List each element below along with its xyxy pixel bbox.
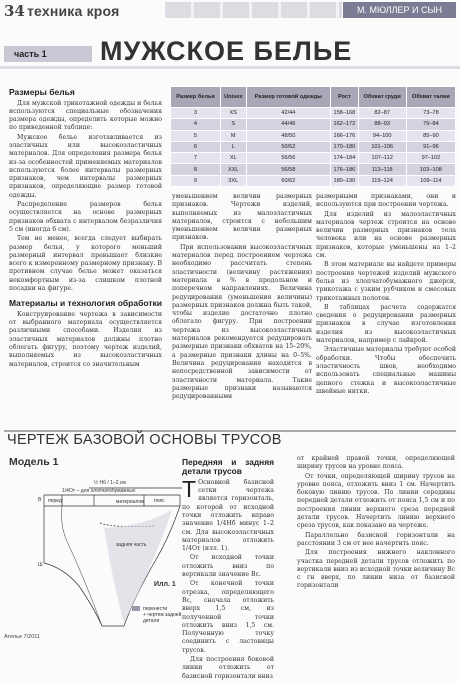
- table-cell: 91–96: [406, 141, 455, 152]
- table-cell: 88–93: [358, 119, 406, 130]
- paragraph: В таблицах расчета содержатся сведения о редуцировании размерных признаков в случае изготовления изделия из высокоэластичных материалов, например с лайкрой.: [316, 303, 456, 345]
- paragraph: Конструирование чертежа в зависимости от выбранного материала осуществляется различными способами. Изделия из эластичных материалов должны плотно облегать фигуру, поэтому чертеж изделий, выполняемых из высокоэластичных материалов, строится со значительным: [9, 310, 162, 368]
- table-cell: 119–124: [358, 175, 406, 186]
- header-decoration: [165, 2, 342, 18]
- paragraph: Для построения нижнего наклонного участка передней детали трусов отложить по вертикали вниз из исходной точки величину Вс с гн вверх, по линии низа от базисной горизонтали: [297, 549, 455, 590]
- size-table: [170, 86, 456, 187]
- paragraph: Мужское белье изготавливается из эластичных или высокоэластичных материалов. Для определения размера белья из-за особенностей применяемых материалов используются более интервалы размерных признаков, чем интервалы размерных признаков, определяющие размер готовой одежды.: [9, 133, 162, 199]
- legend-swatch: [132, 606, 140, 611]
- table-header: Unisex: [220, 87, 246, 108]
- legend-text: перенести: [143, 606, 168, 612]
- paragraph: Тем не менее, всегда следует выбирать размер белья, у которого меньший размерный интервал превышает близкие всего к измеренному размерному признаку. В противном случае белье может оказаться некомфортным из-за слишком плотной посадки на фигуре.: [9, 235, 162, 293]
- column-3: [316, 193, 456, 397]
- table-cell: 73–78: [406, 108, 455, 119]
- table-cell: 60/62: [246, 175, 331, 186]
- table-cell: 174–184: [331, 153, 358, 164]
- table-cell: 166–176: [331, 130, 358, 141]
- table-cell: 8: [171, 164, 221, 175]
- paragraph: От конечной точки отрезка, определяющего Вс, сначала отложить вверх 1,5 см, из полученной точки отложить вниз 1,5 см. Полученную точку соединить с ластовицы трусов.: [182, 580, 274, 654]
- paragraph: Параллельно базисной горизонтали на расстоянии 3 см от нее начертить пояс.: [297, 531, 455, 547]
- table-cell: 7: [171, 153, 221, 164]
- drawing-label-front: перед: [48, 498, 62, 504]
- part-label: часть 1: [4, 46, 92, 62]
- table-cell: 101–106: [358, 141, 406, 152]
- page-number: 34: [4, 2, 25, 20]
- paragraph: Распределение размеров белья осуществляется на основе размерных признаков обхвата с интервалом безразличия 5 см (иногда 6 см).: [9, 201, 162, 233]
- heading-materials: Материалы и технология обработки: [9, 298, 162, 309]
- page-footer: Ателье 7/2011: [4, 634, 40, 640]
- drawing-note: 1/4Oт – для хлопчатобумажных: [62, 488, 136, 494]
- drawing-formula: ½ Нб / 1–2 см: [94, 480, 126, 486]
- table-cell: 56/56: [246, 153, 331, 164]
- table-cell: 158–168: [331, 108, 358, 119]
- paragraph: Эластичные материалы требуют особой обработки. Чтобы обеспечить эластичность швов, необходимо использовать специальные машины цепного стежка и высокоэластичные швейные нитки.: [316, 346, 456, 395]
- legend-text: детали: [143, 618, 160, 624]
- table-row: [171, 119, 456, 130]
- drawing-label-back: задняя часть: [116, 542, 147, 548]
- publisher-badge: М. МЮЛЛЕР И СЫН: [343, 2, 456, 18]
- heading-sizes: Размеры белья: [9, 87, 75, 97]
- drawing-note: материалов: [116, 499, 144, 505]
- table-cell: 180–190: [331, 175, 358, 186]
- table-cell: 170–180: [331, 141, 358, 152]
- table-cell: 94–100: [358, 130, 406, 141]
- column-4: [182, 458, 274, 682]
- table-cell: S: [220, 119, 246, 130]
- table-header: Размер белья: [171, 87, 221, 108]
- table-cell: 3XL: [220, 175, 246, 186]
- paragraph: Для мужской трикотажной одежды и белья используются специальные обозначения размера одежды, определить которые можно по приведенной таблице:: [9, 99, 162, 132]
- table-row: [171, 153, 456, 164]
- table-cell: 3: [171, 108, 221, 119]
- table-cell: 103–108: [406, 164, 455, 175]
- column-5: [297, 455, 455, 592]
- model-label: Модель 1: [9, 456, 59, 468]
- table-cell: 85–90: [406, 130, 455, 141]
- table-cell: 82–87: [358, 108, 406, 119]
- heading-front-back: Передняя и задняя детали трусов: [182, 457, 274, 477]
- column-2: [172, 193, 312, 402]
- table-cell: 48/50: [246, 130, 331, 141]
- legend-text: + чертеж задней: [143, 612, 182, 618]
- paragraph: В этом материале вы найдете примеры построения чертежей изделий мужского белья из хлопчатобумажного джерси, трикотажа с узким рубчиком и смесовых трикотажных полотен.: [316, 261, 456, 302]
- paragraph: Основной базисной сетки чертежа является горизонталь, по которой от исходной точки отложить вправо значение 1/4Нб минус 1–2 см. Для высокоэластичных материалов отложить 1/4Oт (илл. 1).: [182, 478, 274, 553]
- table-cell: 113–118: [358, 164, 406, 175]
- table-cell: M: [220, 130, 246, 141]
- table-row: [171, 164, 456, 175]
- page-title: МУЖСКОЕ БЕЛЬЕ: [100, 36, 353, 66]
- table-cell: 107–112: [358, 153, 406, 164]
- table-cell: 109–114: [406, 175, 455, 186]
- table-cell: 42/44: [246, 108, 331, 119]
- table-cell: XXL: [220, 164, 246, 175]
- drawing-point-b: В: [38, 497, 42, 503]
- paragraph: Для изделий из малоэластичных материалов чертеж строится на основе величин размерных признаков тела человека или на основе размерных признаков, которые уменьшены на 1–2 см.: [316, 210, 456, 260]
- table-cell: 56/58: [246, 164, 331, 175]
- table-cell: L: [220, 141, 246, 152]
- table-cell: XS: [220, 108, 246, 119]
- table-cell: 79–84: [406, 119, 455, 130]
- paragraph: от крайней правой точки, определяющей ширину трусов на уровне пояса.: [297, 455, 455, 471]
- table-cell: 97–102: [406, 153, 455, 164]
- table-cell: 9: [171, 175, 221, 186]
- table-cell: 5: [171, 130, 221, 141]
- paragraph: При использовании высокоэластичных материалов перед построением чертежа необходимо рассчитать степень эластичности (величину растяжения) материала в % в продольном и поперечном направлениях. Величина редуцирования (уменьшения величины) размерных признаков должна быть такой, чтобы изделие достаточно плотно облегало фигуру. При построении чертежа из высокоэластичных материалов рекомендуется редуцировать размерные признаки обхватов на 15–20%, а размерные признаки длины на 0–5%. Величина редуцирования находится в непосредственной зависимости от эластичности материала. Такие размерные признаки называются редуцированными: [172, 243, 312, 401]
- section-2-title: ЧЕРТЕЖ БАЗОВОЙ ОСНОВЫ ТРУСОВ: [7, 432, 282, 448]
- table-cell: XL: [220, 153, 246, 164]
- table-cell: 162–172: [331, 119, 358, 130]
- table-row: [171, 108, 456, 119]
- section-title: техника кроя: [27, 3, 120, 19]
- table-header: Размер готовой одежды: [246, 87, 331, 108]
- table-cell: 44/46: [246, 119, 331, 130]
- column-1: [9, 88, 162, 370]
- title-divider: [0, 66, 460, 69]
- paragraph: Для построения боковой линии отложить от базисной горизонтали вниз: [182, 656, 274, 680]
- table-cell: 6: [171, 141, 221, 152]
- paragraph: уменьшением величин размерных признаков. Чертежи изделий, выполняемых из малоэластичных материалов, строится с небольшим уменьшением величин размерных признаков.: [172, 193, 312, 242]
- paragraph: От исходной точки отложить вниз по вертикали значение Вс.: [182, 554, 274, 579]
- table-cell: 4: [171, 119, 221, 130]
- table-header: Рост: [331, 87, 358, 108]
- drawing-label-belt: пояс: [154, 498, 165, 504]
- paragraph: размерными признаками, они и используются при построении чертежа.: [316, 193, 456, 209]
- drop-cap: Т: [182, 475, 197, 502]
- table-row: [171, 141, 456, 152]
- table-header: Обхват талии: [406, 87, 455, 108]
- table-header: Обхват груди: [358, 87, 406, 108]
- table-cell: 176–186: [331, 164, 358, 175]
- illustration-label: Илл. 1: [154, 581, 176, 588]
- drawing-point-sh: Ш: [38, 562, 43, 568]
- table-cell: 50/52: [246, 141, 331, 152]
- table-row: [171, 175, 456, 186]
- paragraph: От точки, определяющей ширину трусов на уровне пояса, отложить вниз 1 см. Начертить боковую линию трусов. По линии середины передней детали отложить от пояса 1,5 см и по построения линии верхнего среза передней детали трусов. Начертить линию верхнего среза трусов, как показано на чертеже.: [297, 472, 455, 530]
- table-row: [171, 130, 456, 141]
